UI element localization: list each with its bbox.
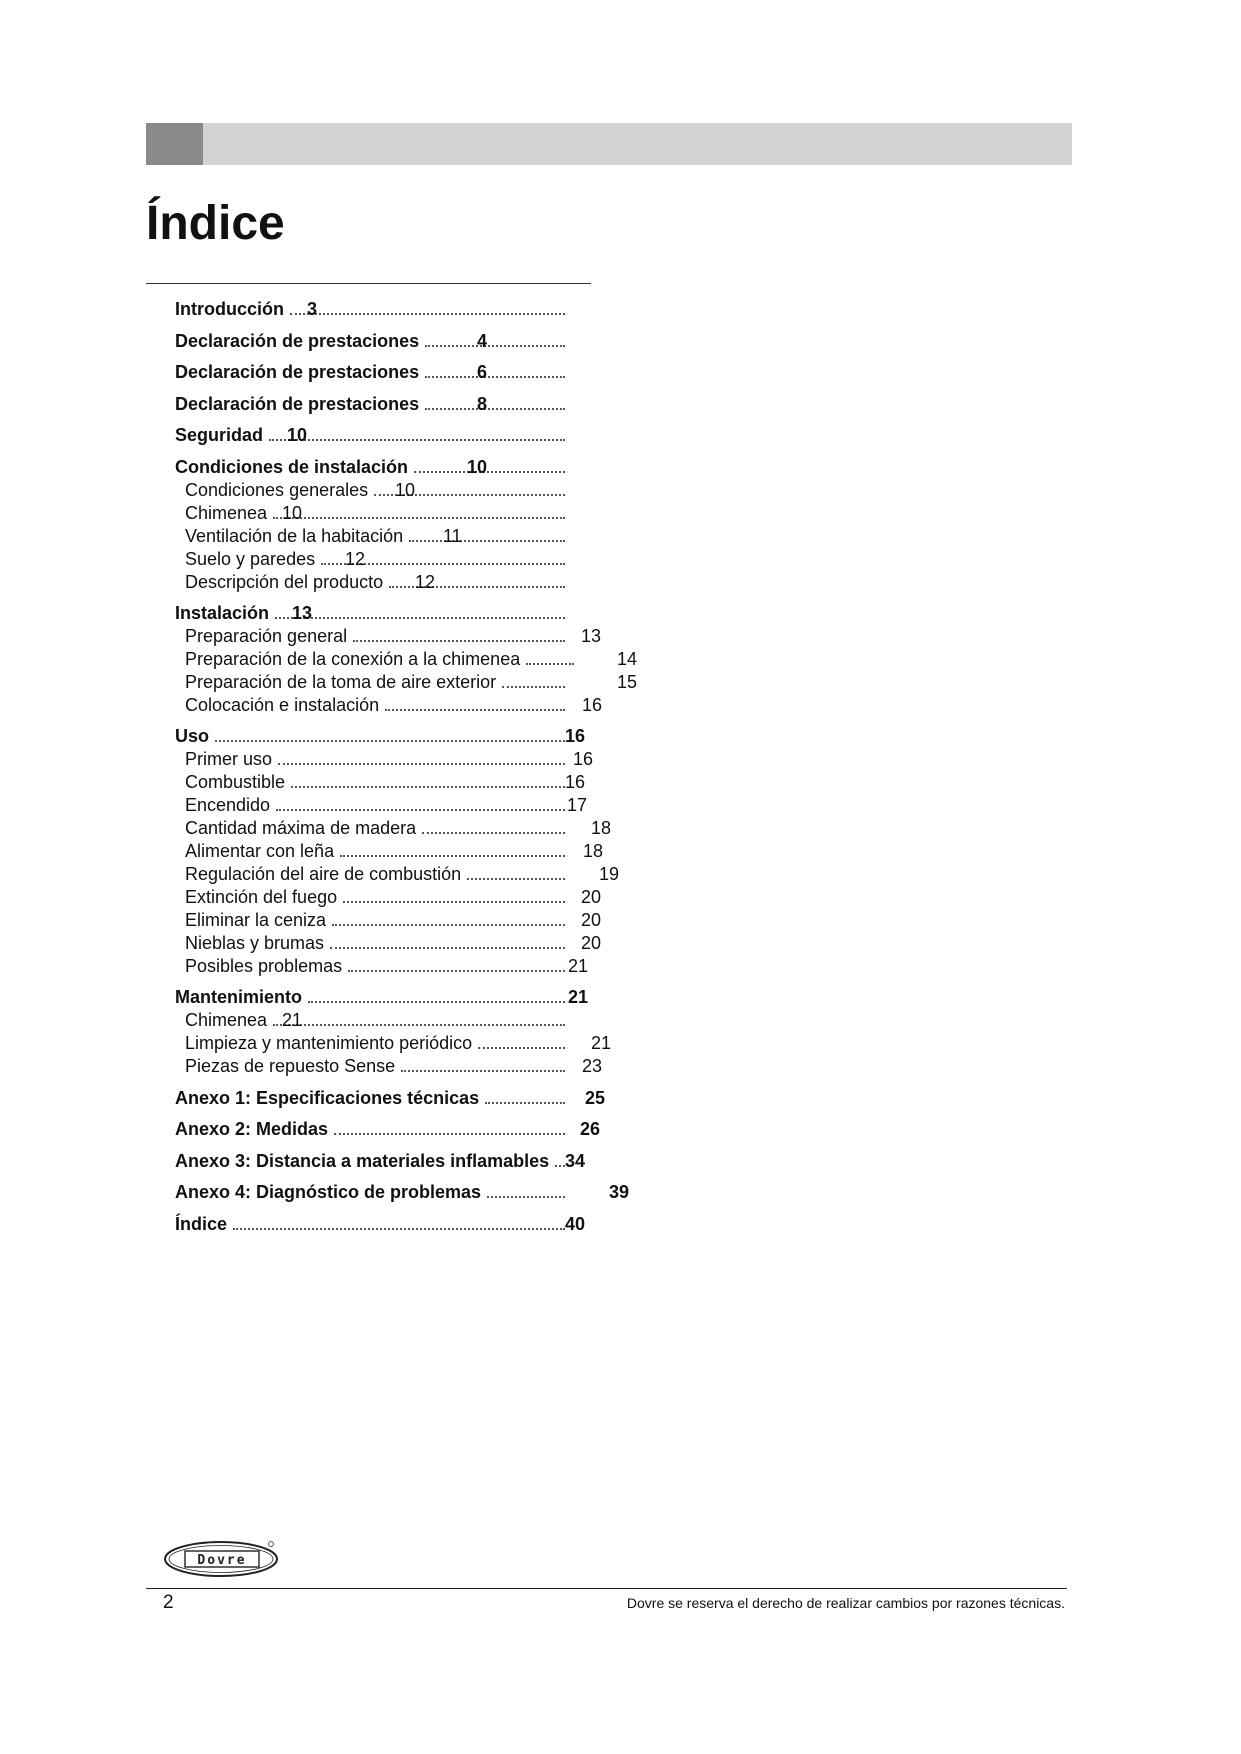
toc-entry-page: 40 <box>565 1214 586 1234</box>
toc-entry-page: 21 <box>591 1033 612 1053</box>
toc-entry-page: 8 <box>477 394 488 414</box>
toc-entry-label: Anexo 1: Especificaciones técnicas <box>175 1088 480 1108</box>
toc-entry-page: 12 <box>345 549 366 569</box>
toc-dot-leader <box>478 1047 565 1049</box>
toc-entry-label: Ventilación de la habitación <box>185 526 404 546</box>
toc-entry-page: 3 <box>307 299 318 319</box>
toc-dot-leader <box>422 832 565 834</box>
toc-dot-leader <box>502 686 565 688</box>
toc-entry-page: 26 <box>580 1119 601 1139</box>
toc-entry-page: 21 <box>568 956 589 976</box>
toc-entry-label: Nieblas y brumas <box>185 933 325 953</box>
toc-entry-page: 14 <box>617 649 638 669</box>
toc-entry-page: 21 <box>568 987 589 1007</box>
toc-dot-leader <box>269 439 565 441</box>
toc-entry-label: Declaración de prestaciones <box>175 394 420 414</box>
toc-entry-label: Primer uso <box>185 749 273 769</box>
toc-entry-page: 17 <box>567 795 588 815</box>
toc-entry-label: Condiciones de instalación <box>175 457 409 477</box>
toc-entry-page: 21 <box>282 1010 303 1030</box>
toc-entry-label: Eliminar la ceniza <box>185 910 327 930</box>
toc-entry-page: 10 <box>467 457 488 477</box>
toc-entry-label: Anexo 4: Diagnóstico de problemas <box>175 1182 482 1202</box>
toc-dot-leader <box>414 471 565 473</box>
toc-dot-leader <box>353 640 565 642</box>
toc-dot-leader <box>276 809 565 811</box>
toc-dot-leader <box>348 970 565 972</box>
footer-disclaimer: Dovre se reserva el derecho de realizar cambios por razones técnicas. <box>626 1595 1065 1611</box>
toc-entry-page: 15 <box>617 672 638 692</box>
toc-dot-leader <box>334 1133 565 1135</box>
toc-entry-page: 11 <box>443 526 462 546</box>
toc-entry-page: 18 <box>583 841 604 861</box>
toc-entry-label: Preparación de la conexión a la chimenea <box>185 649 521 669</box>
toc-entry-label: Colocación e instalación <box>185 695 380 715</box>
toc-entry-page: 10 <box>395 480 416 500</box>
toc-entry-page: 4 <box>477 331 488 351</box>
toc-dot-leader <box>273 517 565 519</box>
toc-dot-leader <box>340 855 565 857</box>
toc-entry-label: Uso <box>175 726 210 746</box>
toc-entry-page: 34 <box>565 1151 586 1171</box>
page-title: Índice <box>146 197 285 250</box>
toc-entry-label: Encendido <box>185 795 271 815</box>
toc-entry-label: Declaración de prestaciones <box>175 331 420 351</box>
toc-entry-page: 23 <box>582 1056 603 1076</box>
toc-entry-page: 39 <box>609 1182 630 1202</box>
toc-dot-leader <box>485 1102 565 1104</box>
toc-entry-label: Seguridad <box>175 425 264 445</box>
footer-page-number: 2 <box>163 1592 174 1613</box>
toc-entry-page: 16 <box>573 749 594 769</box>
toc-entry-label: Introducción <box>175 299 284 319</box>
toc-entry-label: Posibles problemas <box>185 956 343 976</box>
toc-entry-label: Preparación general <box>185 626 348 646</box>
toc-entry-page: 20 <box>581 887 602 907</box>
toc-entry-label: Cantidad máxima de madera <box>185 818 417 838</box>
toc-dot-leader <box>487 1196 565 1198</box>
toc-entry-page: 13 <box>292 603 313 623</box>
toc-entry-label: Regulación del aire de combustión <box>185 864 462 884</box>
toc-entry-label: Chimenea <box>185 1010 268 1030</box>
toc-entry-page: 13 <box>581 626 602 646</box>
toc-entry-page: 10 <box>282 503 303 523</box>
toc-dot-leader <box>425 376 565 378</box>
dovre-logo <box>163 1538 281 1578</box>
toc-dot-leader <box>409 540 565 542</box>
toc-entry-label: Mantenimiento <box>175 987 303 1007</box>
toc-dot-leader <box>332 924 565 926</box>
toc-entry-page: 20 <box>581 933 602 953</box>
toc-dot-leader <box>401 1070 565 1072</box>
toc-dot-leader <box>233 1228 565 1230</box>
toc-entry-label: Anexo 3: Distancia a materiales inflamables <box>175 1151 550 1171</box>
toc-entry-page: 19 <box>599 864 620 884</box>
toc-entry-page: 16 <box>582 695 603 715</box>
toc-entry-page: 16 <box>565 726 586 746</box>
toc-entry-label: Instalación <box>175 603 270 623</box>
toc-dot-leader <box>273 1024 565 1026</box>
toc-dot-leader <box>291 786 565 788</box>
toc-entry-page: 12 <box>415 572 436 592</box>
toc-entry-label: Chimenea <box>185 503 268 523</box>
toc-entry-label: Limpieza y mantenimiento periódico <box>185 1033 473 1053</box>
toc-dot-leader <box>330 947 565 949</box>
footer-divider <box>146 1588 1067 1589</box>
toc-entry-label: Descripción del producto <box>185 572 384 592</box>
toc-entry-label: Índice <box>175 1214 228 1234</box>
dovre-logo-text: Dovre <box>197 1553 247 1568</box>
toc-dot-leader <box>308 1001 565 1003</box>
toc-entry-label: Extinción del fuego <box>185 887 338 907</box>
toc-dot-leader <box>526 663 574 665</box>
toc-entry-page: 16 <box>565 772 586 792</box>
toc-entry-page: 20 <box>581 910 602 930</box>
toc-entry-label: Combustible <box>185 772 286 792</box>
toc-dot-leader <box>425 345 565 347</box>
toc-entry-page: 6 <box>477 362 488 382</box>
toc-dot-leader <box>275 617 565 619</box>
toc-entry-page: 18 <box>591 818 612 838</box>
toc-entry-label: Declaración de prestaciones <box>175 362 420 382</box>
toc-dot-leader <box>555 1165 565 1167</box>
toc-entry-label: Suelo y paredes <box>185 549 316 569</box>
toc-dot-leader <box>290 313 565 315</box>
toc-dot-leader <box>425 408 565 410</box>
toc-dot-leader <box>278 763 565 765</box>
toc-entry-page: 25 <box>585 1088 606 1108</box>
toc-entry-label: Anexo 2: Medidas <box>175 1119 329 1139</box>
toc-entry-label: Condiciones generales <box>185 480 369 500</box>
toc-entry-label: Piezas de repuesto Sense <box>185 1056 396 1076</box>
toc-dot-leader <box>385 709 565 711</box>
toc-entry-label: Preparación de la toma de aire exterior <box>185 672 497 692</box>
toc-entry-page: 10 <box>287 425 308 445</box>
toc-entry-label: Alimentar con leña <box>185 841 335 861</box>
toc-dot-leader <box>467 878 565 880</box>
toc-dot-leader <box>343 901 565 903</box>
toc-dot-leader <box>215 740 565 742</box>
